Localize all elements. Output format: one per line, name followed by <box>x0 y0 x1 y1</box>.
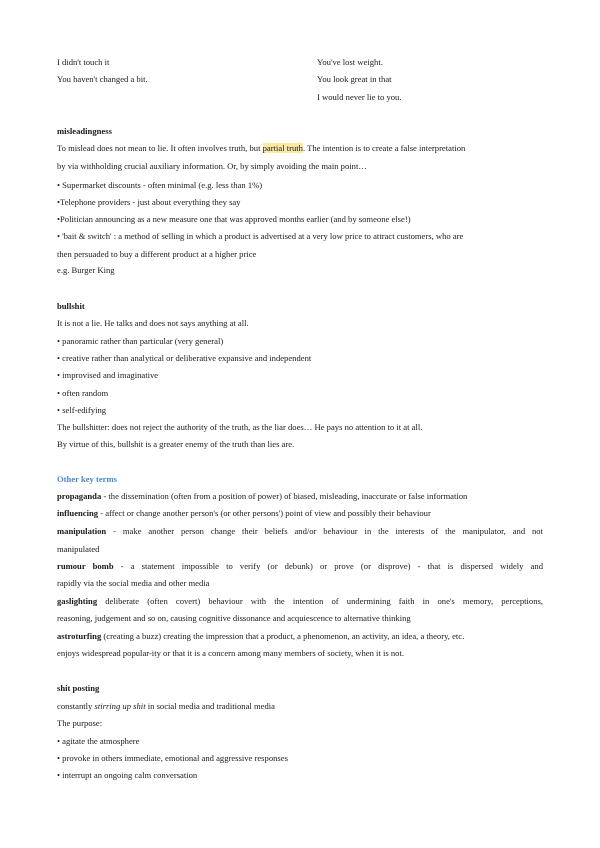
shitposting-bullet: • interrupt an ongoing calm conversation <box>57 770 198 780</box>
term-label: astroturfing <box>57 631 102 641</box>
term-label: rumour bomb <box>57 561 114 571</box>
definition-italic-phrase: stirring up shit <box>94 701 146 711</box>
quote-left-2: You haven't changed a bit. <box>57 74 148 84</box>
quote-right-1: You've lost weight. <box>317 57 383 67</box>
bullshit-line: • panoramic rather than particular (very general) <box>57 336 224 346</box>
misleadingness-intro <box>57 143 465 154</box>
term-definition: - a statement impossible to verify (or debunk) or prove (or disprove) - that is dispersed widely and <box>113 561 543 571</box>
quote-right-2: You look great in that <box>317 74 392 84</box>
term-label: gaslighting <box>57 596 98 606</box>
bullshit-heading: bullshit <box>57 301 85 311</box>
highlighted-phrase: partial truth <box>262 143 303 153</box>
term-astroturfing <box>57 631 464 642</box>
definition-text-a: constantly <box>57 701 95 711</box>
definition-text-b: in social media and traditional media <box>145 701 275 711</box>
term-definition: deliberate (often covert) behaviour with the intention of undermining faith in one's memory, perceptions, <box>97 596 543 606</box>
term-gaslighting <box>57 596 543 607</box>
term-propaganda <box>57 491 467 502</box>
other-terms-heading: Other key terms <box>57 474 117 484</box>
term-definition: - make another person change their beliefs and/or behaviour in the interests of the manipulator, and not <box>106 526 543 536</box>
term-label: influencing <box>57 508 99 518</box>
intro-text-a: To mislead does not mean to lie. It often involves truth, but <box>57 143 263 153</box>
bullshit-line: • creative rather than analytical or deliberative expansive and independent <box>57 353 312 363</box>
misleadingness-bullet-cont: then persuaded to buy a different product at a higher price <box>57 249 257 259</box>
term-label: manipulation <box>57 526 107 536</box>
term-astroturfing-cont: enjoys widespread popular-ity or that it is a concern among many members of society, when it is not. <box>57 648 404 658</box>
term-manipulation <box>57 526 543 537</box>
term-manipulation-cont: manipulated <box>57 544 100 554</box>
shitposting-bullet: • agitate the atmosphere <box>57 736 140 746</box>
intro-text-b: . The intention is to create a false interpretation <box>302 143 466 153</box>
quote-right-3: I would never lie to you. <box>317 92 402 102</box>
term-label: propaganda <box>57 491 102 501</box>
misleadingness-bullet: •Politician announcing as a new measure one that was approved months earlier (and by someone else!) <box>57 214 411 224</box>
bullshit-line: • often random <box>57 388 109 398</box>
bullshit-line: • improvised and imaginative <box>57 370 159 380</box>
shitposting-bullet: • provoke in others immediate, emotional and aggressive responses <box>57 753 288 763</box>
misleadingness-intro-line2: by via withholding crucial auxiliary information. Or, by simply avoiding the main point… <box>57 161 367 171</box>
shitposting-definition <box>57 701 275 712</box>
bullshit-line: • self-edifying <box>57 405 107 415</box>
bullshit-line: It is not a lie. He talks and does not says anything at all. <box>57 318 249 328</box>
quote-left-1: I didn't touch it <box>57 57 110 67</box>
misleadingness-heading: misleadingness <box>57 126 112 136</box>
misleadingness-example: e.g. Burger King <box>57 265 115 275</box>
shitposting-heading: shit posting <box>57 683 100 693</box>
misleadingness-bullet: • 'bait & switch' : a method of selling in which a product is advertised at a very low price to attract customers, who are <box>57 231 464 241</box>
bullshit-line: By virtue of this, bullshit is a greater enemy of the truth than lies are. <box>57 439 295 449</box>
misleadingness-bullet: • Supermarket discounts - often minimal (e.g. less than 1%) <box>57 180 263 190</box>
bullshit-line: The bullshitter: does not reject the authority of the truth, as the liar does… He pays no attention to it at all. <box>57 422 423 432</box>
term-definition: - the dissemination (often from a position of power) of biased, misleading, inaccurate or false information <box>101 491 468 501</box>
term-definition: (creating a buzz) creating the impression that a product, a phenomenon, an activity, an idea, a theory, etc. <box>101 631 465 641</box>
term-rumour-bomb-cont: rapidly via the social media and other media <box>57 578 210 588</box>
term-definition: - affect or change another person's (or other persons') point of view and possibly their behaviour <box>98 508 431 518</box>
shitposting-purpose-label: The purpose: <box>57 718 103 728</box>
term-rumour-bomb <box>57 561 543 572</box>
term-gaslighting-cont: reasoning, judgement and so on, causing cognitive dissonance and acquiescence to alternative thinking <box>57 613 411 623</box>
misleadingness-bullet: •Telephone providers - just about everything they say <box>57 197 241 207</box>
term-influencing <box>57 508 431 519</box>
